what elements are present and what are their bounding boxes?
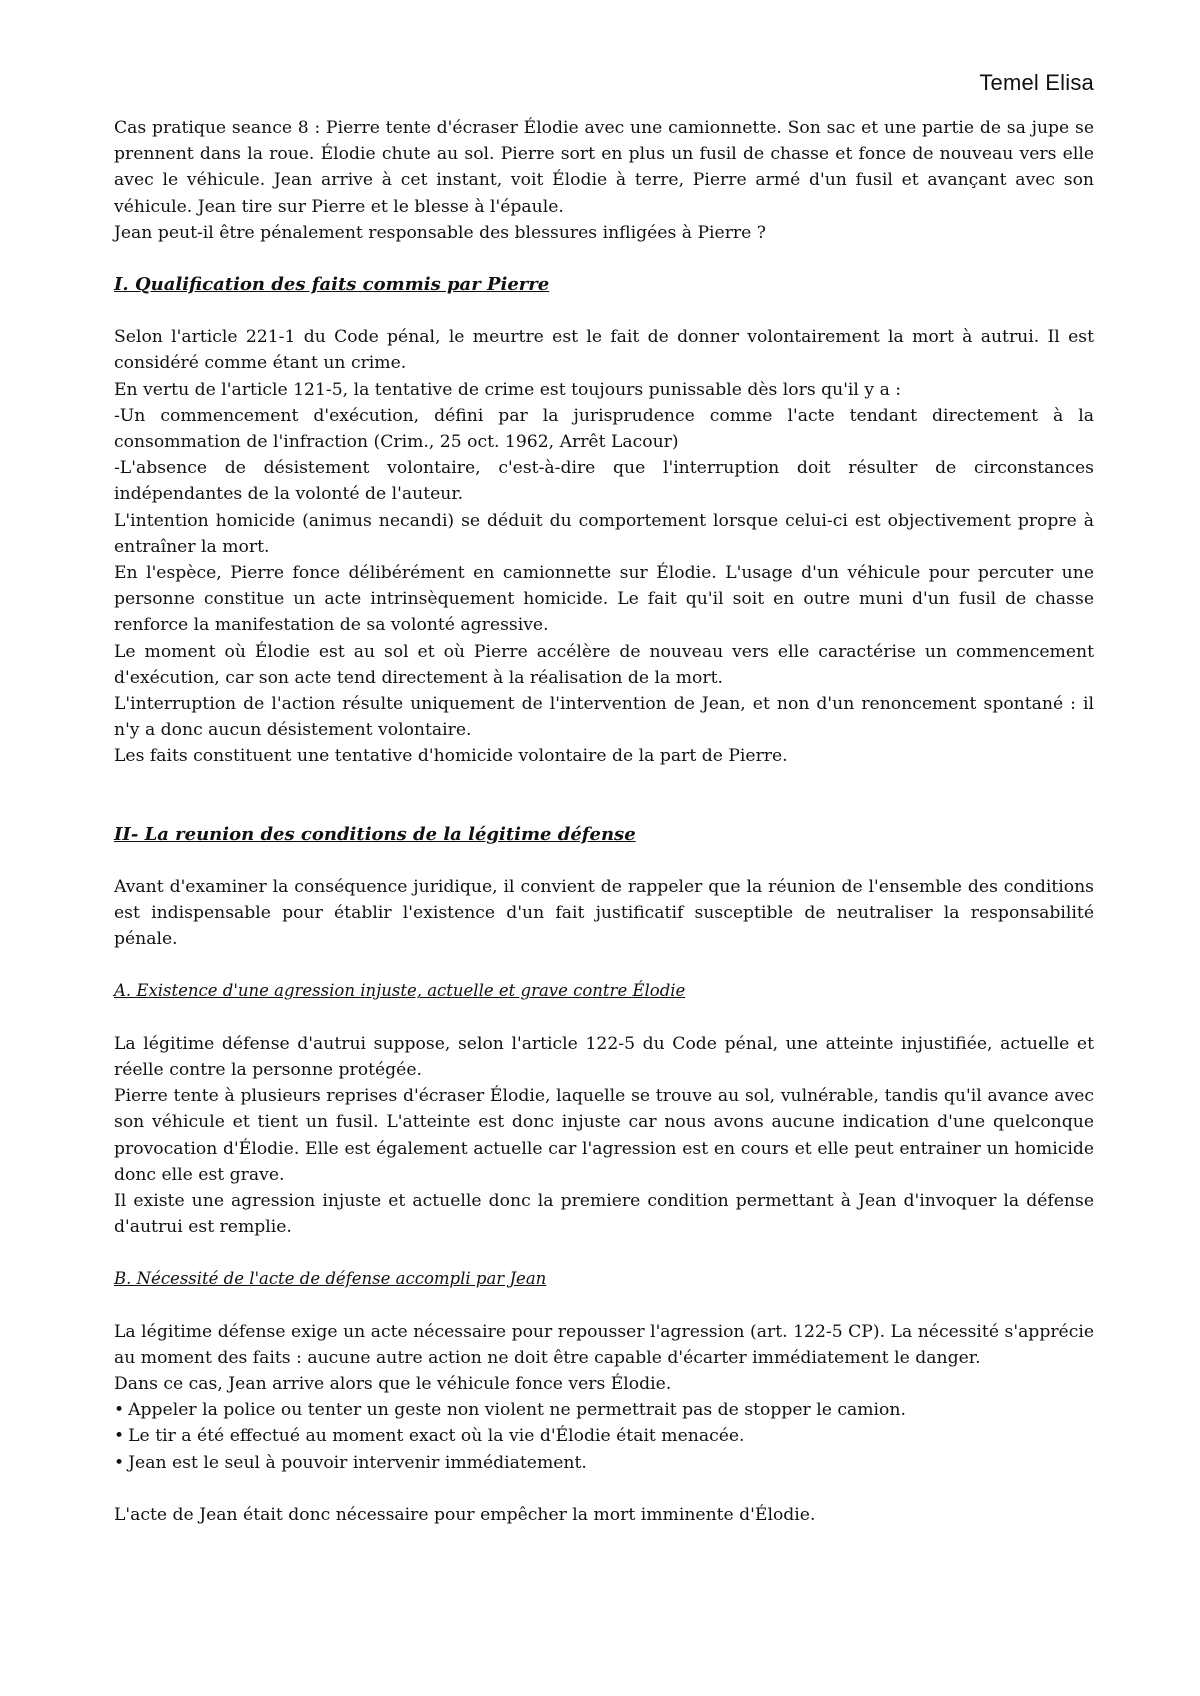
section-1-title: I. Qualification des faits commis par Pierre [114,274,550,296]
paragraph: L'interruption de l'action résulte uniquement de l'intervention de Jean, et non d'un renoncement spontané : il n'y a donc aucun désistement volontaire. [114,694,1094,741]
author-name: Temel Elisa [979,70,1094,95]
case-statement: Cas pratique seance 8 : Pierre tente d'écraser Élodie avec une camionnette. Son sac et une partie de sa jupe se prennent dans la roue. Élodie chute au sol. Pierre sort en plus un fusil de chasse et fonce de nouveau vers elle avec le véhicule. Jean arrive à cet instant, voit Élodie à terre, Pierre armé d'un fusil et avançant avec son véhicule. Jean tire sur Pierre et le blesse à l'épaule. [114,118,1094,217]
subsection-b-title: B. Nécessité de l'acte de défense accompli par Jean [114,1269,547,1289]
bullet-item: • Le tir a été effectué au moment exact où la vie d'Élodie était menacée. [114,1423,1094,1449]
paragraph: Pierre tente à plusieurs reprises d'écraser Élodie, laquelle se trouve au sol, vulnérable, tandis qu'il avance avec son véhicule et tient un fusil. L'atteinte est donc injuste car nous avons aucune indication d'une quelconque provocation d'Élodie. Elle est également actuelle car l'agression est en cours et elle peut entrainer un homicide donc elle est grave. [114,1086,1094,1185]
case-question: Jean peut-il être pénalement responsable des blessures infligées à Pierre ? [114,222,766,243]
paragraph: Selon l'article 221-1 du Code pénal, le meurtre est le fait de donner volontairement la mort à autrui. Il est considéré comme étant un crime. [114,327,1094,374]
paragraph: La légitime défense exige un acte nécessaire pour repousser l'agression (art. 122-5 CP). La nécessité s'apprécie au moment des faits : aucune autre action ne doit être capable d'écarter immédiatement le danger. [114,1321,1094,1368]
paragraph: -L'absence de désistement volontaire, c'est-à-dire que l'interruption doit résulter de circonstances indépendantes de la volonté de l'auteur. [114,458,1094,505]
paragraph: L'intention homicide (animus necandi) se déduit du comportement lorsque celui-ci est objectivement propre à entraîner la mort. [114,510,1094,557]
paragraph: Dans ce cas, Jean arrive alors que le véhicule fonce vers Élodie. [114,1373,672,1394]
paragraph: En vertu de l'article 121-5, la tentative de crime est toujours punissable dès lors qu'il y a : [114,379,902,400]
paragraph: La légitime défense d'autrui suppose, selon l'article 122-5 du Code pénal, une atteinte injustifiée, actuelle et réelle contre la personne protégée. [114,1033,1094,1080]
section-2-title: II- La reunion des conditions de la légitime défense [114,823,636,845]
paragraph: En l'espèce, Pierre fonce délibérément en camionnette sur Élodie. L'usage d'un véhicule pour percuter une personne constitue un acte intrinsèquement homicide. Le fait qu'il soit en outre muni d'un fusil de chasse renforce la manifestation de sa volonté agressive. [114,563,1094,636]
paragraph: -Un commencement d'exécution, défini par la jurisprudence comme l'acte tendant directement à la consommation de l'infraction (Crim., 25 oct. 1962, Arrêt Lacour) [114,405,1094,453]
subsection-a-title: A. Existence d'une agression injuste, actuelle et grave contre Élodie [114,981,686,1001]
bullet-item: • Jean est le seul à pouvoir intervenir immédiatement. [114,1450,1094,1476]
paragraph: Les faits constituent une tentative d'homicide volontaire de la part de Pierre. [114,746,788,767]
document-body [114,115,1094,1528]
conclusion-paragraph: L'acte de Jean était donc nécessaire pour empêcher la mort imminente d'Élodie. [114,1504,816,1525]
paragraph: Il existe une agression injuste et actuelle donc la premiere condition permettant à Jean d'invoquer la défense d'autrui est remplie. [114,1190,1094,1238]
paragraph: Le moment où Élodie est au sol et où Pierre accélère de nouveau vers elle caractérise un commencement d'exécution, car son acte tend directement à la réalisation de la mort. [114,641,1094,688]
paragraph: Avant d'examiner la conséquence juridique, il convient de rappeler que la réunion de l'ensemble des conditions est indispensable pour établir l'existence d'un fait justificatif susceptible de neutraliser la responsabilité pénale. [114,876,1094,950]
bullet-item: • Appeler la police ou tenter un geste non violent ne permettrait pas de stopper le camion. [114,1397,1094,1423]
